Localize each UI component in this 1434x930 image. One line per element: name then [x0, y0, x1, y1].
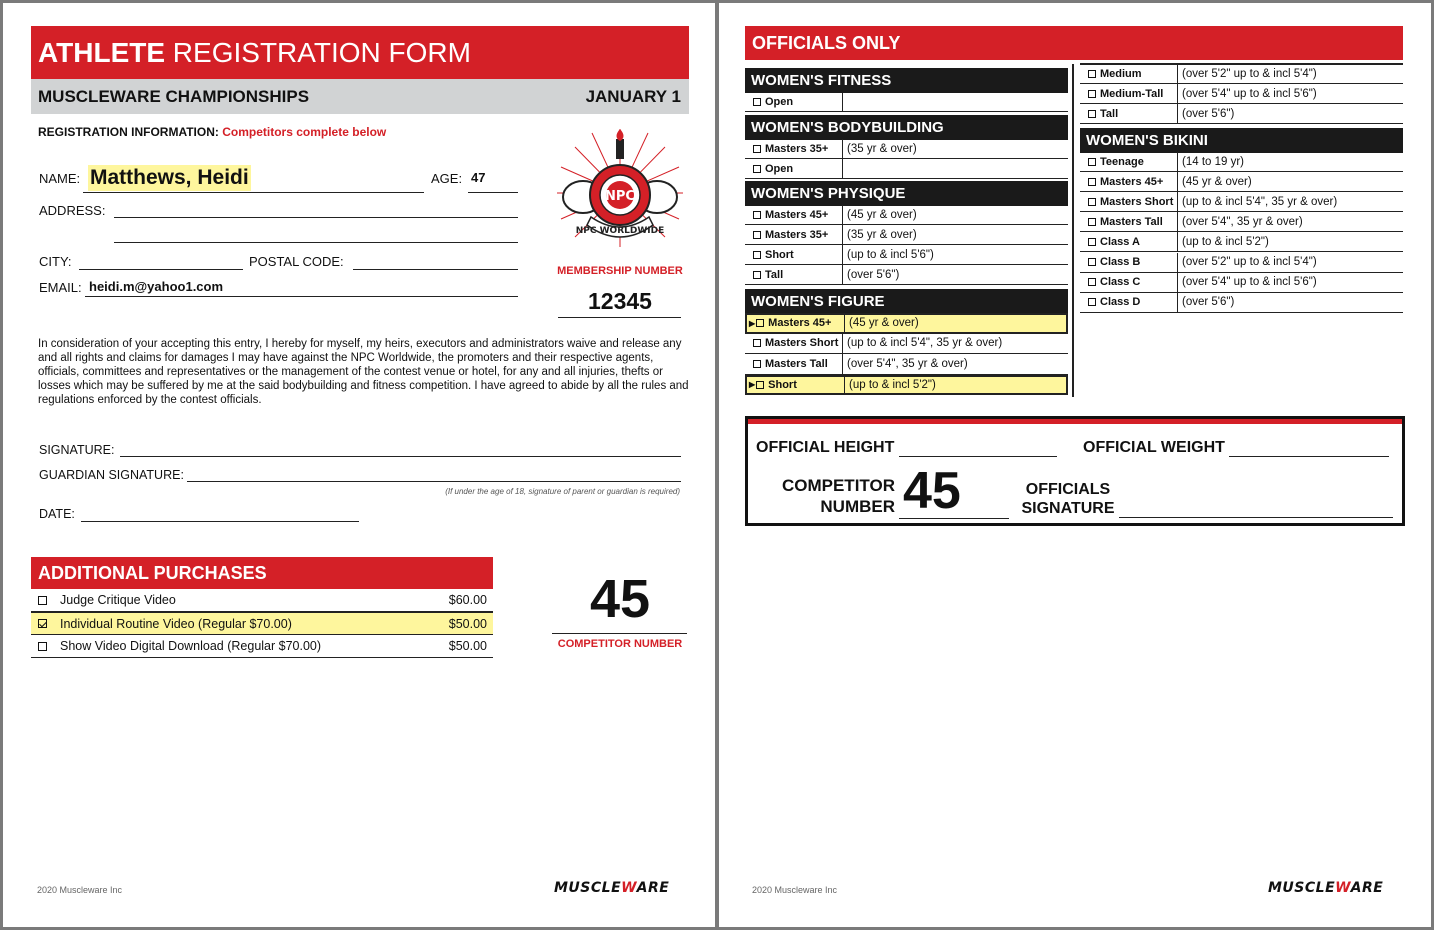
division-row[interactable]: [1080, 192, 1403, 212]
division-row[interactable]: [745, 313, 1068, 334]
brand-logo: [554, 880, 669, 896]
officials-signature-field[interactable]: [1119, 517, 1393, 518]
division-name: Medium: [1100, 67, 1142, 80]
brand-c: ARE: [636, 880, 670, 896]
division-header: WOMEN'S PHYSIQUE: [745, 181, 1068, 206]
division-header: WOMEN'S FIGURE: [745, 289, 1068, 314]
registration-info: [38, 125, 386, 139]
division-row[interactable]: [745, 375, 1068, 396]
footer-copyright: 2020 Muscleware Inc: [752, 885, 838, 895]
purchase-price: $50.00: [448, 616, 487, 631]
purchase-name: Judge Critique Video: [60, 593, 176, 607]
division-row[interactable]: [745, 225, 1068, 245]
checkbox-icon[interactable]: [1088, 178, 1096, 186]
division-name-cell: [745, 334, 843, 354]
purchase-name: Show Video Digital Download (Regular $70.00): [60, 639, 322, 653]
division-name: Open: [765, 162, 794, 175]
age-label: AGE:: [431, 171, 463, 186]
division-name: Masters 35+: [765, 142, 829, 155]
age-underline: [468, 192, 518, 193]
division-name-cell: [1080, 152, 1178, 171]
brand-b: W: [1335, 880, 1351, 896]
age-field[interactable]: 47: [471, 170, 486, 185]
form-title-bar: [31, 26, 689, 79]
date-label: DATE:: [39, 507, 75, 521]
selected-arrow-icon: ▶: [749, 380, 756, 390]
checkbox-icon[interactable]: [753, 360, 761, 368]
division-name: Teenage: [1100, 155, 1144, 168]
division-name-cell: [745, 245, 843, 264]
official-weight-field[interactable]: [1229, 456, 1389, 457]
division-row[interactable]: [1080, 273, 1403, 293]
postal-label: POSTAL CODE:: [249, 254, 344, 269]
division-name: Masters 45+: [768, 317, 832, 330]
division-desc: (over 5'4", 35 yr & over): [847, 357, 968, 370]
purchase-price: $60.00: [448, 593, 487, 607]
checkbox-icon[interactable]: [1088, 70, 1096, 78]
signature-field[interactable]: [120, 456, 681, 457]
guardian-field[interactable]: [187, 481, 681, 482]
division-name-cell: [1080, 64, 1178, 83]
division-desc: (35 yr & over): [847, 228, 917, 241]
checkbox-icon[interactable]: [1088, 218, 1096, 226]
division-row[interactable]: [745, 139, 1068, 159]
division-name-cell: [1080, 104, 1178, 123]
npc-logo-icon: [553, 125, 687, 249]
officials-title: OFFICIALS ONLY: [745, 26, 1403, 60]
checkbox-icon[interactable]: [38, 642, 47, 651]
reg-info-note: Competitors complete below: [222, 125, 387, 139]
checkbox-icon[interactable]: [753, 271, 761, 279]
checkbox-icon[interactable]: [753, 98, 761, 106]
checkbox-icon[interactable]: [756, 319, 764, 327]
official-height-label: OFFICIAL HEIGHT: [756, 439, 895, 456]
division-desc: (over 5'4", 35 yr & over): [1182, 215, 1303, 228]
division-name: Class B: [1100, 256, 1141, 269]
division-name-cell: [745, 225, 843, 244]
division-desc: (up to & incl 5'4", 35 yr & over): [1182, 195, 1338, 208]
division-name: Open: [765, 96, 794, 108]
guardian-label: GUARDIAN SIGNATURE:: [39, 468, 184, 482]
division-name: Masters 35+: [765, 228, 829, 241]
brand-logo: [1268, 880, 1383, 896]
competitor-line2: NUMBER: [820, 497, 895, 516]
division-desc: (over 5'6"): [1182, 107, 1235, 120]
division-name-cell: [745, 205, 843, 224]
division-row[interactable]: [745, 93, 1068, 112]
division-name: Medium-Tall: [1100, 87, 1164, 100]
division-name-cell: [1080, 273, 1178, 292]
division-name: Tall: [1100, 107, 1119, 120]
division-desc: (up to & incl 5'4", 35 yr & over): [847, 337, 1003, 350]
postal-field[interactable]: [353, 269, 518, 270]
competitor-label: COMPETITOR NUMBER: [557, 638, 683, 650]
membership-label: MEMBERSHIP NUMBER: [557, 265, 683, 277]
selected-arrow-icon: ▶: [749, 318, 756, 328]
event-name: MUSCLEWARE CHAMPIONSHIPS: [38, 86, 310, 106]
division-name: Class A: [1100, 235, 1140, 248]
division-name-cell: [745, 93, 843, 111]
checkbox-icon[interactable]: [753, 145, 761, 153]
checkbox-icon[interactable]: [1088, 298, 1096, 306]
competitor-line1: COMPETITOR: [781, 476, 895, 495]
division-name-cell: [1080, 232, 1178, 251]
division-desc: (14 to 19 yr): [1182, 155, 1244, 168]
address-line-2[interactable]: [114, 242, 518, 243]
division-name-cell: [745, 265, 843, 284]
purchase-name: Individual Routine Video (Regular $70.00): [60, 616, 292, 631]
email-label: EMAIL:: [39, 280, 82, 295]
division-row[interactable]: [745, 334, 1068, 355]
division-name-cell: [1080, 84, 1178, 103]
name-field[interactable]: Matthews, Heidi: [90, 166, 249, 189]
division-row[interactable]: [745, 205, 1068, 225]
guardian-note: (If under the age of 18, signature of parent or guardian is required): [445, 487, 680, 496]
purchase-row[interactable]: [31, 612, 493, 635]
division-desc: (over 5'2" up to & incl 5'4"): [1182, 67, 1317, 80]
division-row[interactable]: [1080, 64, 1403, 84]
name-label: NAME:: [39, 171, 81, 186]
checkbox-icon[interactable]: [1088, 238, 1096, 246]
division-name-cell: [1080, 192, 1178, 211]
competitor-number-underline: [899, 518, 1009, 519]
address-label: ADDRESS:: [39, 203, 106, 218]
brand-b: W: [621, 880, 637, 896]
division-desc: (up to & incl 5'2"): [849, 378, 936, 391]
checkbox-icon[interactable]: [38, 596, 47, 605]
division-column-divider: [1072, 64, 1074, 397]
division-name-cell: [745, 159, 843, 178]
division-name: Short: [765, 248, 794, 261]
reg-info-label: REGISTRATION INFORMATION:: [38, 125, 219, 139]
division-name-cell: [1080, 212, 1178, 231]
division-name-cell: [1080, 293, 1178, 312]
purchase-row[interactable]: [31, 635, 493, 658]
brand-c: ARE: [1350, 880, 1384, 896]
division-row[interactable]: [1080, 104, 1403, 124]
official-competitor-number[interactable]: 45: [903, 462, 961, 520]
left-page: [3, 3, 715, 927]
division-name-cell: [1080, 172, 1178, 191]
city-field[interactable]: [79, 269, 243, 270]
form-title-rest: REGISTRATION FORM: [165, 36, 471, 68]
officials-sig2: SIGNATURE: [1021, 500, 1115, 517]
division-desc: [843, 159, 1068, 178]
division-name: Masters 45+: [765, 208, 829, 221]
division-desc: (up to & incl 5'2"): [1182, 235, 1269, 248]
checkbox-icon[interactable]: [753, 339, 761, 347]
checkbox-checked-icon[interactable]: [38, 619, 47, 628]
division-name: Masters Tall: [1100, 215, 1163, 228]
division-desc: (over 5'6"): [847, 268, 900, 281]
form-title-bold: ATHLETE: [38, 36, 166, 68]
division-row[interactable]: [745, 265, 1068, 285]
purchases-title: ADDITIONAL PURCHASES: [31, 557, 493, 589]
purchase-price: $50.00: [448, 639, 487, 653]
division-header: WOMEN'S FITNESS: [745, 68, 1068, 93]
competitor-number-label: [756, 475, 895, 517]
checkbox-icon[interactable]: [753, 165, 761, 173]
division-desc: (up to & incl 5'6"): [847, 248, 934, 261]
division-row[interactable]: [1080, 212, 1403, 232]
division-row[interactable]: [1080, 84, 1403, 104]
city-label: CITY:: [39, 254, 72, 269]
division-row[interactable]: [1080, 172, 1403, 192]
division-name: Masters 45+: [1100, 175, 1164, 188]
division-header: WOMEN'S BIKINI: [1080, 128, 1403, 153]
checkbox-icon[interactable]: [1088, 90, 1096, 98]
division-name-cell: [745, 354, 843, 374]
event-date: JANUARY 1: [585, 86, 681, 106]
division-desc: (over 5'4" up to & incl 5'6"): [1182, 276, 1317, 289]
division-header: WOMEN'S BODYBUILDING: [745, 115, 1068, 140]
officials-signature-label: [1019, 480, 1117, 518]
division-name: Masters Short: [1100, 195, 1174, 208]
division-name: Masters Short: [765, 337, 839, 350]
division-row[interactable]: [745, 354, 1068, 375]
checkbox-icon[interactable]: [753, 251, 761, 259]
email-underline: [85, 296, 518, 297]
footer-copyright: 2020 Muscleware Inc: [37, 885, 123, 895]
division-row[interactable]: [1080, 253, 1403, 273]
email-field[interactable]: heidi.m@yahoo1.com: [89, 279, 224, 294]
division-desc: (45 yr & over): [1182, 175, 1252, 188]
division-desc: (45 yr & over): [849, 317, 919, 330]
address-line-1[interactable]: [114, 217, 518, 218]
division-row[interactable]: [1080, 293, 1403, 313]
official-weight-label: OFFICIAL WEIGHT: [1083, 439, 1225, 456]
division-desc: (over 5'2" up to & incl 5'4"): [1182, 256, 1317, 269]
division-name-cell: [1080, 253, 1178, 272]
division-row[interactable]: [745, 159, 1068, 179]
division-row[interactable]: [1080, 152, 1403, 172]
division-desc: (over 5'6"): [1182, 296, 1235, 309]
membership-number[interactable]: 12345: [588, 288, 652, 314]
brand-a: MUSCLE: [554, 880, 622, 896]
checkbox-icon[interactable]: [1088, 158, 1096, 166]
division-name-cell: [747, 377, 845, 394]
division-row[interactable]: [745, 245, 1068, 265]
signature-label: SIGNATURE:: [39, 443, 115, 457]
division-name-cell: [745, 139, 843, 158]
checkbox-icon[interactable]: [756, 381, 764, 389]
waiver-text: In consideration of your accepting this entry, I hereby for myself, my heirs, executors and administrators waive and release any and all rights and claims for damages I may have against the NPC Worldwide, the promoters and their respective agents, officials, committees and representatives or the management of the contest venue or hotel, for any and all injuries, thefts or losses which may be suffered by me at the said bodybuilding and fitness competition. I have agreed to abide by all the rules and regulations enforced by the contest officials.: [38, 338, 689, 406]
competitor-number: 45: [589, 569, 651, 629]
right-page: [719, 3, 1431, 927]
logo-ring-text: NPC WORLDWIDE: [575, 226, 665, 236]
division-name: Class C: [1100, 276, 1141, 289]
official-height-field[interactable]: [899, 456, 1057, 457]
division-name-cell: [747, 315, 845, 332]
checkbox-icon[interactable]: [1088, 198, 1096, 206]
division-row[interactable]: [1080, 232, 1403, 252]
membership-underline: [558, 317, 681, 318]
division-name: Class D: [1100, 296, 1141, 309]
division-desc: [843, 93, 1068, 111]
division-name: Masters Tall: [765, 357, 828, 370]
checkbox-icon[interactable]: [1088, 110, 1096, 118]
officials-sig1: OFFICIALS: [1025, 481, 1111, 498]
division-desc: (35 yr & over): [847, 142, 917, 155]
event-header: [31, 79, 689, 114]
brand-a: MUSCLE: [1268, 880, 1336, 896]
checkbox-icon[interactable]: [753, 231, 761, 239]
name-underline: [83, 192, 424, 193]
division-name: Tall: [765, 268, 784, 281]
date-field[interactable]: [81, 521, 359, 522]
competitor-underline: [552, 633, 687, 634]
logo-npc-text: NPC: [605, 189, 635, 204]
purchase-row[interactable]: [31, 589, 493, 612]
division-desc: (over 5'4" up to & incl 5'6"): [1182, 87, 1317, 100]
division-desc: (45 yr & over): [847, 208, 917, 221]
checkbox-icon[interactable]: [753, 211, 761, 219]
checkbox-icon[interactable]: [1088, 258, 1096, 266]
division-name: Short: [768, 378, 797, 391]
checkbox-icon[interactable]: [1088, 278, 1096, 286]
